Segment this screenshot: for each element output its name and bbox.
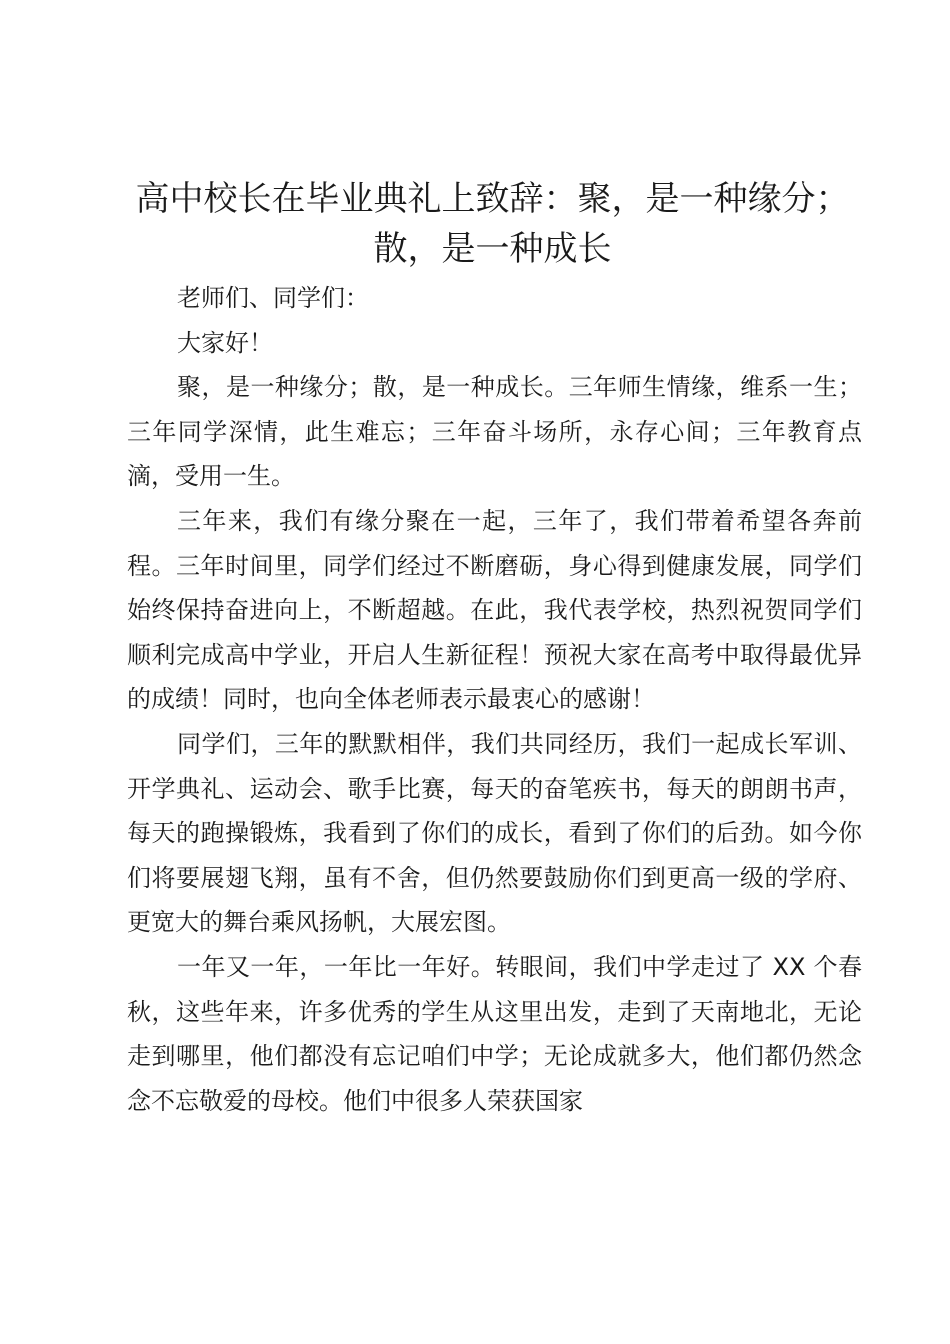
document-body [127, 276, 862, 1123]
paragraph: 一年又一年，一年比一年好。转眼间，我们中学走过了 XX 个春秋，这些年来，许多优秀的学生从这里出发，走到了天南地北，无论走到哪里，他们都没有忘记咱们中学；无论成就多大，他们都仍然念念不忘敬爱的母校。他们中很多人荣获国家 [127, 952, 862, 1115]
greeting: 大家好！ [177, 328, 273, 357]
paragraph: 同学们，三年的默默相伴，我们共同经历，我们一起成长军训、开学典礼、运动会、歌手比赛，每天的奋笔疾书，每天的朗朗书声，每天的跑操锻炼，我看到了你们的成长，看到了你们的后劲。如今你们将要展翅飞翔，虽有不舍，但仍然要鼓励你们到更高一级的学府、更宽大的舞台乘风扬帆，大展宏图。 [127, 729, 862, 937]
paragraph: 聚，是一种缘分；散，是一种成长。三年师生情缘，维系一生；三年同学深情，此生难忘；三年奋斗场所，永存心间；三年教育点滴，受用一生。 [127, 373, 862, 491]
salutation: 老师们、同学们： [177, 284, 369, 312]
paragraph: 三年来，我们有缘分聚在一起，三年了，我们带着希望各奔前程。三年时间里，同学们经过不断磨砺，身心得到健康发展，同学们始终保持奋进向上，不断超越。在此，我代表学校，热烈祝贺同学们顺利完成高中学业，开启人生新征程！预祝大家在高考中取得最优异的成绩！同时，也向全体老师表示最衷心的感谢！ [127, 506, 862, 714]
document-title: 高中校长在毕业典礼上致辞：聚，是一种缘分；散，是一种成长 [135, 179, 850, 269]
